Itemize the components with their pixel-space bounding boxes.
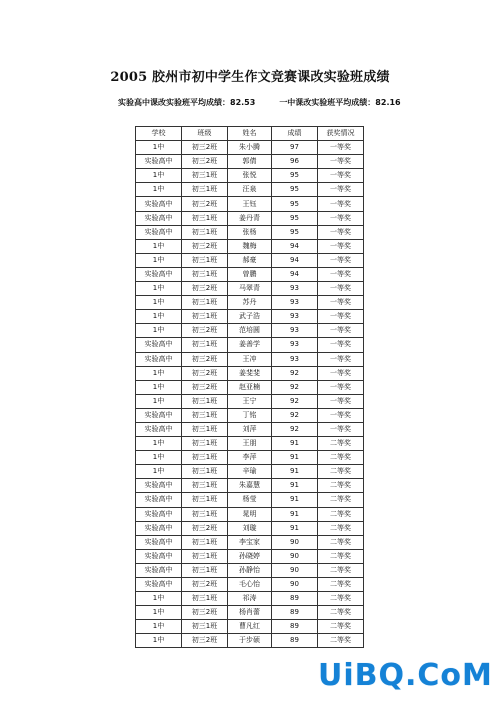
cell-name: 郭倩: [228, 155, 272, 169]
cell-name: 姜斐斐: [228, 366, 272, 380]
cell-class: 初三1班: [182, 549, 228, 563]
cell-score: 95: [272, 211, 318, 225]
cell-award: 一等奖: [318, 394, 364, 408]
table-header: [136, 127, 364, 141]
cell-name: 张悦: [228, 169, 272, 183]
table-row: [136, 507, 364, 521]
cell-name: 孙静怡: [228, 563, 272, 577]
cell-school: 实验高中: [136, 521, 182, 535]
cell-school: 实验高中: [136, 267, 182, 281]
cell-school: 1中: [136, 239, 182, 253]
table-row: [136, 578, 364, 592]
table-row: [136, 352, 364, 366]
cell-school: 1中: [136, 141, 182, 155]
cell-score: 97: [272, 141, 318, 155]
cell-school: 实验高中: [136, 155, 182, 169]
cell-score: 91: [272, 465, 318, 479]
table-row: [136, 422, 364, 436]
cell-name: 杨肖蕾: [228, 606, 272, 620]
cell-name: 刘璇: [228, 521, 272, 535]
table-row: [136, 437, 364, 451]
cell-class: 初三1班: [182, 493, 228, 507]
cell-school: 实验高中: [136, 225, 182, 239]
cell-name: 朱小腾: [228, 141, 272, 155]
table-row: [136, 296, 364, 310]
cell-score: 93: [272, 310, 318, 324]
cell-name: 姜善学: [228, 338, 272, 352]
cell-name: 魏梅: [228, 239, 272, 253]
cell-award: 二等奖: [318, 521, 364, 535]
cell-class: 初三1班: [182, 592, 228, 606]
cell-award: 一等奖: [318, 267, 364, 281]
cell-score: 89: [272, 634, 318, 648]
cell-name: 丁铭: [228, 408, 272, 422]
cell-name: 杨莹: [228, 493, 272, 507]
cell-score: 94: [272, 239, 318, 253]
cell-award: 二等奖: [318, 578, 364, 592]
cell-school: 实验高中: [136, 507, 182, 521]
cell-score: 93: [272, 352, 318, 366]
table-row: [136, 380, 364, 394]
table-row: [136, 211, 364, 225]
cell-school: 1中: [136, 606, 182, 620]
table-row: [136, 324, 364, 338]
table-row: [136, 549, 364, 563]
cell-name: 武子浩: [228, 310, 272, 324]
cell-award: 一等奖: [318, 239, 364, 253]
cell-school: 实验高中: [136, 563, 182, 577]
cell-award: 二等奖: [318, 451, 364, 465]
cell-name: 张杨: [228, 225, 272, 239]
cell-score: 93: [272, 324, 318, 338]
cell-school: 1中: [136, 282, 182, 296]
table-row: [136, 493, 364, 507]
cell-school: 1中: [136, 451, 182, 465]
cell-score: 92: [272, 380, 318, 394]
cell-name: 祁涛: [228, 592, 272, 606]
cell-award: 一等奖: [318, 380, 364, 394]
cell-school: 实验高中: [136, 352, 182, 366]
cell-score: 95: [272, 197, 318, 211]
table-row: [136, 451, 364, 465]
cell-class: 初三2班: [182, 352, 228, 366]
table-row: [136, 606, 364, 620]
cell-school: 1中: [136, 324, 182, 338]
cell-class: 初三1班: [182, 338, 228, 352]
cell-award: 二等奖: [318, 465, 364, 479]
results-table-wrapper: [135, 126, 363, 648]
cell-score: 91: [272, 437, 318, 451]
table-row: [136, 535, 364, 549]
cell-class: 初三2班: [182, 380, 228, 394]
table-row: [136, 366, 364, 380]
cell-name: 王钰: [228, 197, 272, 211]
cell-class: 初三2班: [182, 366, 228, 380]
cell-award: 一等奖: [318, 197, 364, 211]
cell-class: 初三1班: [182, 394, 228, 408]
table-row: [136, 338, 364, 352]
cell-score: 89: [272, 620, 318, 634]
table-row: [136, 155, 364, 169]
cell-school: 实验高中: [136, 422, 182, 436]
cell-name: 王冲: [228, 352, 272, 366]
cell-class: 初三2班: [182, 141, 228, 155]
table-row: [136, 183, 364, 197]
cell-school: 1中: [136, 394, 182, 408]
cell-class: 初三2班: [182, 155, 228, 169]
cell-award: 一等奖: [318, 324, 364, 338]
cell-class: 初三2班: [182, 282, 228, 296]
cell-score: 91: [272, 521, 318, 535]
table-header-row: [136, 127, 364, 141]
cell-class: 初三1班: [182, 465, 228, 479]
cell-name: 朱嘉慧: [228, 479, 272, 493]
header-school: 学校: [136, 127, 182, 141]
cell-class: 初三1班: [182, 422, 228, 436]
cell-class: 初三2班: [182, 521, 228, 535]
cell-award: 一等奖: [318, 155, 364, 169]
table-row: [136, 521, 364, 535]
cell-award: 一等奖: [318, 225, 364, 239]
average-score-no1-school: 一中课改实验班平均成绩：82.16: [279, 98, 401, 107]
cell-class: 初三1班: [182, 169, 228, 183]
cell-score: 95: [272, 169, 318, 183]
table-row: [136, 634, 364, 648]
table-row: [136, 408, 364, 422]
cell-name: 曹凡红: [228, 620, 272, 634]
cell-name: 郝豪: [228, 253, 272, 267]
cell-award: 二等奖: [318, 437, 364, 451]
cell-name: 于步硕: [228, 634, 272, 648]
cell-school: 1中: [136, 296, 182, 310]
cell-score: 90: [272, 578, 318, 592]
cell-class: 初三1班: [182, 253, 228, 267]
cell-award: 一等奖: [318, 282, 364, 296]
cell-award: 一等奖: [318, 211, 364, 225]
cell-award: 一等奖: [318, 169, 364, 183]
cell-score: 90: [272, 549, 318, 563]
table-row: [136, 225, 364, 239]
cell-award: 二等奖: [318, 592, 364, 606]
cell-award: 一等奖: [318, 352, 364, 366]
table-row: [136, 253, 364, 267]
cell-award: 一等奖: [318, 253, 364, 267]
cell-class: 初三1班: [182, 437, 228, 451]
table-row: [136, 141, 364, 155]
cell-score: 92: [272, 408, 318, 422]
cell-school: 实验高中: [136, 479, 182, 493]
cell-class: 初三2班: [182, 634, 228, 648]
cell-school: 1中: [136, 183, 182, 197]
cell-name: 晁明: [228, 507, 272, 521]
cell-school: 1中: [136, 620, 182, 634]
cell-score: 91: [272, 479, 318, 493]
cell-award: 二等奖: [318, 549, 364, 563]
table-row: [136, 465, 364, 479]
cell-class: 初三1班: [182, 535, 228, 549]
table-row: [136, 282, 364, 296]
cell-class: 初三1班: [182, 620, 228, 634]
cell-school: 实验高中: [136, 408, 182, 422]
cell-class: 初三1班: [182, 267, 228, 281]
cell-class: 初三1班: [182, 183, 228, 197]
header-award: 获奖情况: [318, 127, 364, 141]
cell-name: 孙晓婷: [228, 549, 272, 563]
cell-name: 马翠青: [228, 282, 272, 296]
average-scores-line: [118, 97, 488, 108]
cell-award: 一等奖: [318, 366, 364, 380]
average-score-experimental-school: 实验高中课改实验班平均成绩：82.53: [118, 98, 256, 107]
cell-score: 89: [272, 606, 318, 620]
table-row: [136, 169, 364, 183]
cell-award: 二等奖: [318, 479, 364, 493]
table-row: [136, 563, 364, 577]
cell-school: 实验高中: [136, 211, 182, 225]
cell-award: 一等奖: [318, 422, 364, 436]
cell-name: 范培圆: [228, 324, 272, 338]
cell-score: 91: [272, 493, 318, 507]
cell-class: 初三2班: [182, 324, 228, 338]
cell-school: 1中: [136, 310, 182, 324]
cell-name: 李宝家: [228, 535, 272, 549]
cell-class: 初三1班: [182, 211, 228, 225]
cell-score: 93: [272, 338, 318, 352]
cell-class: 初三1班: [182, 451, 228, 465]
cell-score: 94: [272, 253, 318, 267]
cell-name: 辛瑜: [228, 465, 272, 479]
cell-school: 1中: [136, 465, 182, 479]
cell-school: 实验高中: [136, 578, 182, 592]
table-row: [136, 239, 364, 253]
header-class: 班级: [182, 127, 228, 141]
cell-award: 一等奖: [318, 310, 364, 324]
cell-score: 92: [272, 366, 318, 380]
table-row: [136, 620, 364, 634]
cell-class: 初三2班: [182, 239, 228, 253]
cell-name: 王朋: [228, 437, 272, 451]
cell-award: 一等奖: [318, 296, 364, 310]
cell-class: 初三1班: [182, 225, 228, 239]
cell-school: 1中: [136, 437, 182, 451]
cell-award: 二等奖: [318, 634, 364, 648]
cell-class: 初三2班: [182, 578, 228, 592]
cell-score: 89: [272, 592, 318, 606]
cell-award: 一等奖: [318, 338, 364, 352]
cell-name: 赵亚楠: [228, 380, 272, 394]
cell-name: 姜丹青: [228, 211, 272, 225]
cell-class: 初三1班: [182, 310, 228, 324]
cell-award: 二等奖: [318, 507, 364, 521]
cell-name: 毛心怡: [228, 578, 272, 592]
cell-school: 实验高中: [136, 493, 182, 507]
cell-school: 1中: [136, 380, 182, 394]
cell-school: 1中: [136, 592, 182, 606]
cell-name: 王宁: [228, 394, 272, 408]
cell-score: 91: [272, 451, 318, 465]
cell-award: 二等奖: [318, 620, 364, 634]
cell-class: 初三1班: [182, 563, 228, 577]
table-row: [136, 197, 364, 211]
header-score: 成绩: [272, 127, 318, 141]
table-row: [136, 267, 364, 281]
cell-name: 曾鹏: [228, 267, 272, 281]
cell-name: 李萍: [228, 451, 272, 465]
cell-name: 刘萍: [228, 422, 272, 436]
cell-award: 二等奖: [318, 606, 364, 620]
cell-score: 90: [272, 563, 318, 577]
cell-award: 一等奖: [318, 408, 364, 422]
cell-score: 95: [272, 225, 318, 239]
cell-school: 1中: [136, 366, 182, 380]
table-row: [136, 592, 364, 606]
results-table: [135, 126, 364, 648]
cell-class: 初三1班: [182, 296, 228, 310]
cell-class: 初三2班: [182, 197, 228, 211]
cell-score: 93: [272, 282, 318, 296]
cell-award: 二等奖: [318, 535, 364, 549]
cell-school: 实验高中: [136, 535, 182, 549]
cell-score: 91: [272, 507, 318, 521]
cell-school: 1中: [136, 169, 182, 183]
cell-class: 初三1班: [182, 408, 228, 422]
table-row: [136, 479, 364, 493]
cell-name: 苏丹: [228, 296, 272, 310]
table-body: [136, 141, 364, 648]
cell-award: 一等奖: [318, 141, 364, 155]
cell-score: 90: [272, 535, 318, 549]
cell-school: 实验高中: [136, 549, 182, 563]
page-title: 2005 胶州市初中学生作文竞赛课改实验班成绩: [110, 70, 390, 85]
cell-score: 94: [272, 267, 318, 281]
cell-score: 92: [272, 422, 318, 436]
cell-score: 93: [272, 296, 318, 310]
cell-name: 汪泉: [228, 183, 272, 197]
cell-class: 初三2班: [182, 606, 228, 620]
table-row: [136, 310, 364, 324]
cell-award: 二等奖: [318, 493, 364, 507]
cell-award: 一等奖: [318, 183, 364, 197]
cell-class: 初三1班: [182, 507, 228, 521]
cell-school: 实验高中: [136, 197, 182, 211]
cell-school: 实验高中: [136, 338, 182, 352]
cell-score: 96: [272, 155, 318, 169]
cell-award: 二等奖: [318, 563, 364, 577]
header-name: 姓名: [228, 127, 272, 141]
cell-score: 92: [272, 394, 318, 408]
cell-class: 初三1班: [182, 479, 228, 493]
watermark-logo: UiBQ.CoM: [318, 658, 493, 693]
table-row: [136, 394, 364, 408]
cell-school: 1中: [136, 634, 182, 648]
cell-school: 1中: [136, 253, 182, 267]
cell-score: 95: [272, 183, 318, 197]
